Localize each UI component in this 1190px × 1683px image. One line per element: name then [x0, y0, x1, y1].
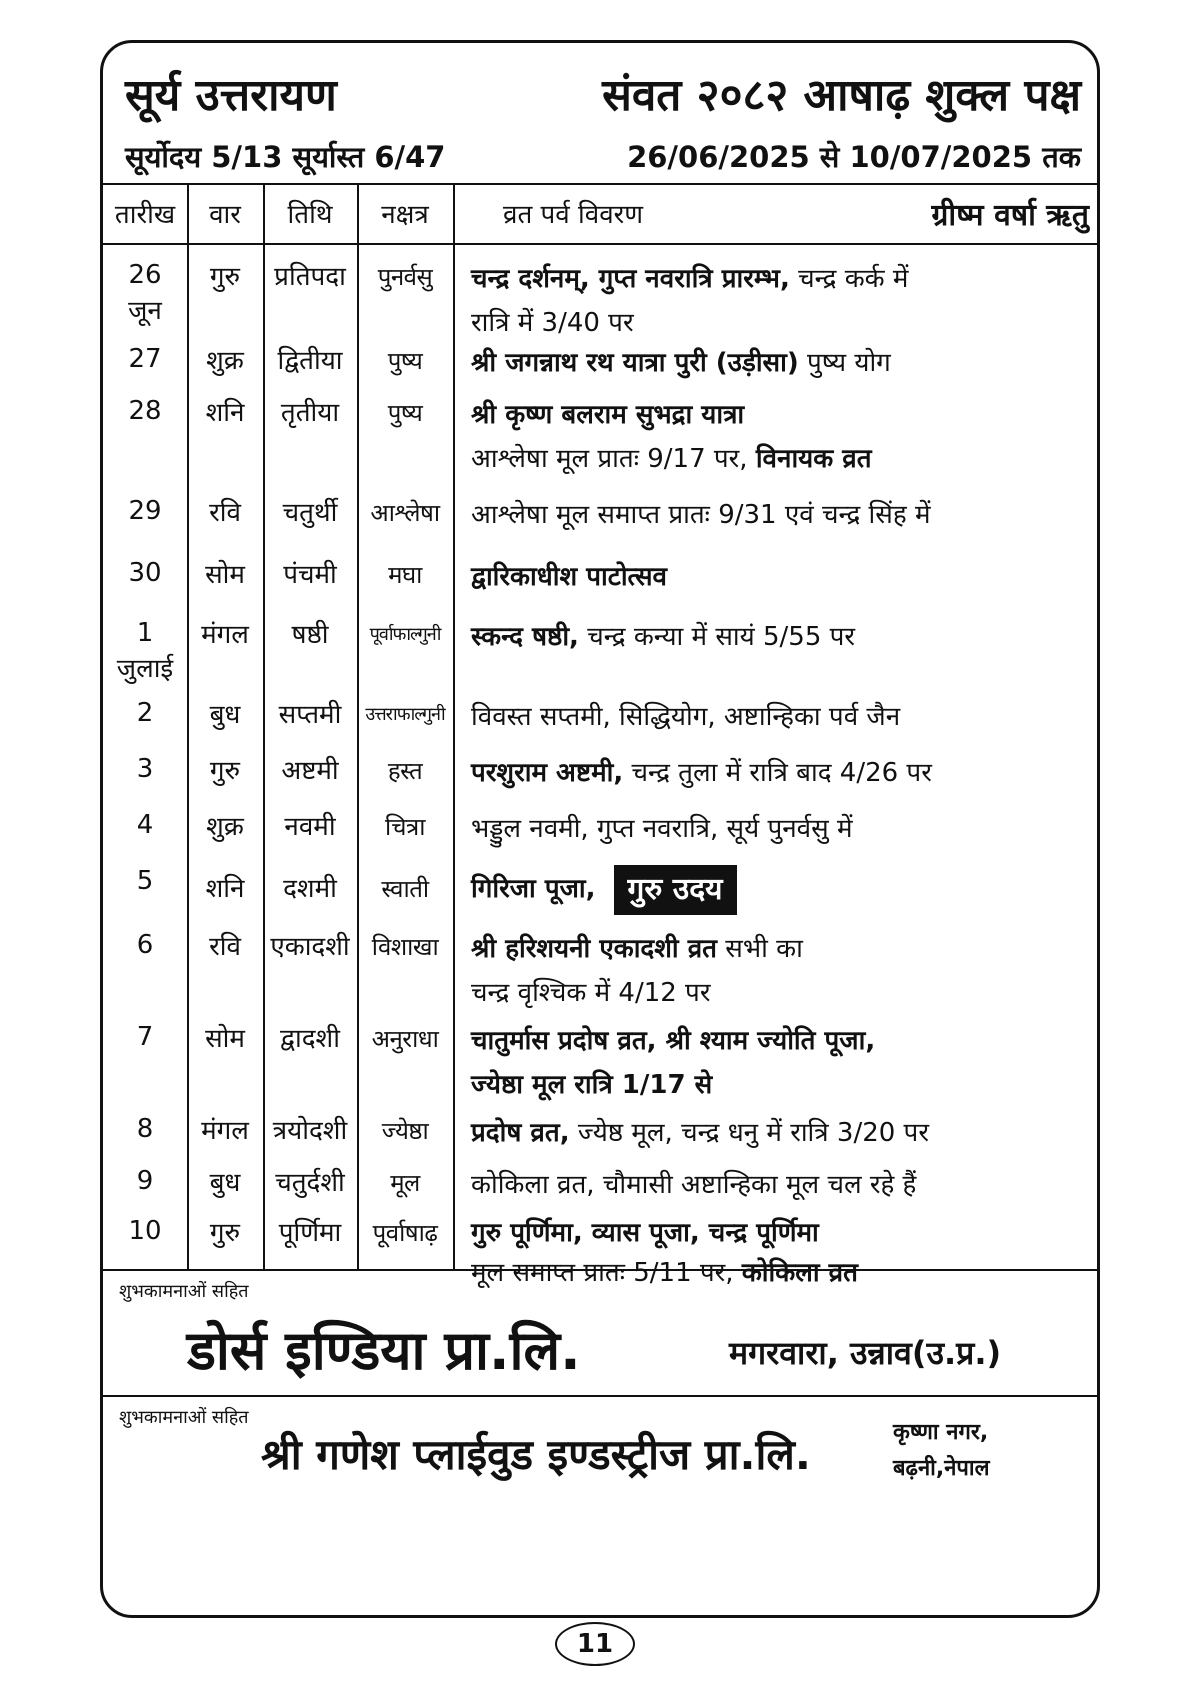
row-tithi: अष्टमी — [281, 756, 339, 786]
row-tithi: पंचमी — [283, 560, 337, 590]
row-tithi: चतुर्थी — [282, 498, 338, 528]
column-header-tithi: तिथि — [287, 200, 333, 230]
page-number: 11 — [555, 1622, 635, 1666]
sun-times: सूर्योदय 5/13 सूर्यास्त 6/47 — [125, 140, 446, 174]
row-nakshatra: उत्तराफाल्गुनी — [365, 704, 445, 725]
row-date: 3 — [136, 754, 154, 784]
row-date: 29 — [128, 496, 162, 526]
row-var: शुक्र — [206, 812, 244, 842]
row-tithi: पूर्णिमा — [278, 1218, 342, 1248]
row-var: गुरु — [209, 262, 241, 292]
row-date: 5 — [136, 866, 154, 896]
row-date: 30 — [128, 558, 162, 588]
divider — [103, 243, 1097, 245]
row-date: 10 — [128, 1216, 162, 1246]
row-nakshatra: विशाखा — [371, 933, 439, 961]
row-tithi: प्रतिपदा — [274, 262, 346, 292]
row-var: गुरु — [209, 1218, 241, 1248]
guru-uday-badge: गुरु उदय — [614, 865, 737, 915]
row-nakshatra: पुष्य — [387, 399, 423, 427]
row-date: 9 — [136, 1166, 154, 1196]
row-tithi: सप्तमी — [278, 700, 342, 730]
row-nakshatra: पुष्य — [387, 347, 423, 375]
column-divider — [453, 183, 455, 1269]
row-description: गिरिजा पूजा, गुरु उदय — [471, 863, 1091, 915]
sponsor-place-1: मगरवारा, उन्नाव(उ.प्र.) — [729, 1334, 1002, 1372]
row-nakshatra: आश्लेषा — [370, 499, 440, 527]
column-header-var: वार — [209, 200, 241, 230]
row-tithi: दशमी — [283, 874, 337, 904]
header-title-left: सूर्य उत्तरायण — [125, 70, 337, 121]
row-nakshatra: चित्रा — [385, 813, 425, 841]
date-range: 26/06/2025 से 10/07/2025 तक — [627, 140, 1081, 174]
row-month: जुलाई — [116, 654, 174, 684]
row-var: बुध — [209, 700, 241, 730]
column-header-desc: व्रत पर्व विवरण — [503, 200, 644, 230]
row-date: 6 — [136, 930, 154, 960]
row-var: शुक्र — [206, 346, 244, 376]
sponsor-block-1 — [103, 1271, 1100, 1397]
row-date: 2 — [136, 698, 154, 728]
row-description: श्री कृष्ण बलराम सुभद्रा यात्रा आश्लेषा मूल प्रातः 9/17 पर, विनायक व्रत — [471, 400, 872, 474]
row-tithi: तृतीया — [280, 398, 340, 428]
row-description: स्कन्द षष्ठी, चन्द्र कन्या में सायं 5/55 पर — [471, 622, 856, 652]
row-nakshatra: ज्येष्ठा — [381, 1117, 429, 1145]
row-description: द्वारिकाधीश पाटोत्सव — [471, 562, 668, 592]
row-var: सोम — [205, 560, 245, 590]
row-tithi: द्वितीया — [277, 346, 343, 376]
row-description: आश्लेषा मूल समाप्त प्रातः 9/31 एवं चन्द्र सिंह में — [471, 500, 931, 530]
row-tithi: षष्ठी — [291, 620, 329, 650]
row-var: मंगल — [201, 1116, 249, 1146]
row-description: कोकिला व्रत, चौमासी अष्टान्हिका मूल चल रहे हैं — [471, 1170, 917, 1200]
sponsor-place-2: कृष्णा नगर, बढ़नी,नेपाल — [893, 1420, 990, 1481]
row-description: श्री हरिशयनी एकादशी व्रत सभी का चन्द्र वृश्चिक में 4/12 पर — [471, 934, 803, 1008]
row-nakshatra: पुनर्वसु — [377, 263, 433, 291]
row-date: 8 — [136, 1114, 154, 1144]
row-tithi: नवमी — [284, 812, 336, 842]
row-date: 27 — [128, 344, 162, 374]
calendar-frame — [100, 40, 1100, 1618]
row-nakshatra: पूर्वाषाढ़ — [372, 1219, 438, 1247]
sponsor-company-2: श्री गणेश प्लाईवुड इण्डस्ट्रीज प्रा.लि. — [261, 1430, 811, 1479]
row-month: जून — [128, 296, 162, 326]
row-var: शनि — [205, 874, 245, 904]
wish-text: शुभकामनाओं सहित — [119, 1407, 249, 1428]
row-nakshatra: स्वाती — [381, 875, 429, 903]
column-header-date: तारीख — [114, 200, 176, 230]
row-description: परशुराम अष्टमी, चन्द्र तुला में रात्रि बाद 4/26 पर — [471, 758, 932, 788]
row-tithi: त्रयोदशी — [272, 1116, 348, 1146]
row-date: 26 जून — [103, 257, 187, 329]
row-var: रवि — [209, 498, 241, 528]
row-description: चातुर्मास प्रदोष व्रत, श्री श्याम ज्योति पूजा, ज्येष्ठा मूल रात्रि 1/17 से — [471, 1026, 876, 1100]
row-tithi: एकादशी — [270, 932, 350, 962]
row-var: सोम — [205, 1024, 245, 1054]
row-nakshatra: अनुराधा — [371, 1025, 439, 1053]
sponsor-company-1: डोर्स इण्डिया प्रा.लि. — [187, 1319, 581, 1382]
row-var: मंगल — [201, 620, 249, 650]
header-row-2 — [125, 131, 1081, 181]
row-var: रवि — [209, 932, 241, 962]
row-description: विवस्त सप्तमी, सिद्धियोग, अष्टान्हिका पर्व जैन — [471, 702, 901, 732]
row-var: बुध — [209, 1168, 241, 1198]
row-description: चन्द्र दर्शनम्, गुप्त नवरात्रि प्रारम्भ, चन्द्र कर्क में रात्रि में 3/40 पर — [471, 264, 909, 338]
row-nakshatra: मूल — [390, 1169, 420, 1197]
row-date: 1 जुलाई — [103, 615, 187, 687]
header-title-right: संवत २०८२ आषाढ़ शुक्ल पक्ष — [602, 70, 1081, 121]
row-description: श्री जगन्नाथ रथ यात्रा पुरी (उड़ीसा) पुष्य योग — [471, 348, 891, 378]
row-nakshatra: हस्त — [387, 757, 423, 785]
row-nakshatra: पूर्वाफाल्गुनी — [369, 624, 441, 645]
season-label: ग्रीष्म वर्षा ऋतु — [931, 197, 1089, 233]
row-nakshatra: मघा — [388, 561, 422, 589]
row-description: गुरु पूर्णिमा, व्यास पूजा, चन्द्र पूर्णिमा मूल समाप्त प्रातः 5/11 पर, कोकिला व्रत — [471, 1218, 858, 1288]
row-var: गुरु — [209, 756, 241, 786]
header-row-1 — [125, 57, 1081, 127]
row-tithi: चतुर्दशी — [275, 1168, 345, 1198]
row-date: 4 — [136, 810, 154, 840]
sponsor-block-2 — [103, 1397, 1100, 1529]
wish-text: शुभकामनाओं सहित — [119, 1281, 249, 1302]
row-description: प्रदोष व्रत, ज्येष्ठ मूल, चन्द्र धनु में रात्रि 3/20 पर — [471, 1118, 929, 1148]
row-tithi: द्वादशी — [280, 1024, 340, 1054]
row-var: शनि — [205, 398, 245, 428]
row-date: 7 — [136, 1022, 154, 1052]
row-date: 28 — [128, 396, 162, 426]
row-description: भड्डुल नवमी, गुप्त नवरात्रि, सूर्य पुनर्वसु में — [471, 814, 853, 844]
column-header-nakshatra: नक्षत्र — [381, 200, 429, 230]
